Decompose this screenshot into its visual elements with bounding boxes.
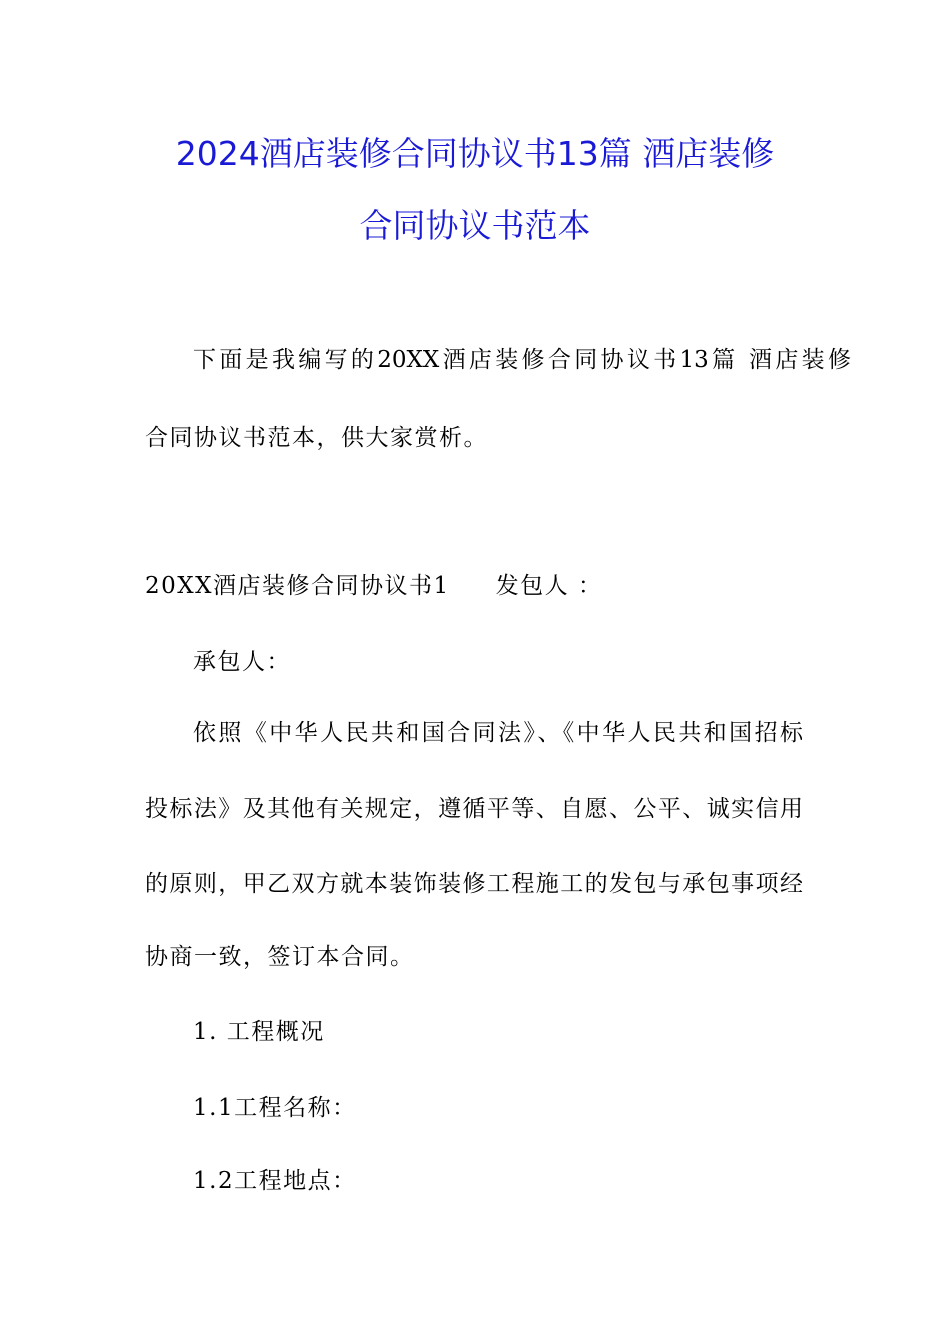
basis-line-1: 依照《中华人民共和国合同法》、《中华人民共和国招标 bbox=[193, 720, 803, 746]
intro-line-2: 合同协议书范本，供大家赏析。 bbox=[145, 425, 488, 451]
basis-line-3: 的原则，甲乙双方就本装饰装修工程施工的发包与承包事项经 bbox=[145, 871, 803, 897]
intro-line-1: 下面是我编写的20XX酒店装修合同协议书13篇 酒店装修 bbox=[193, 347, 851, 373]
basis-line-4: 协商一致，签订本合同。 bbox=[145, 944, 415, 970]
basis-line-2: 投标法》及其他有关规定，遵循平等、自愿、公平、诚实信用 bbox=[145, 796, 803, 822]
document-title-line-1: 2024酒店装修合同协议书13篇 酒店装修 bbox=[175, 134, 775, 173]
section-heading-row bbox=[145, 571, 602, 601]
clause-1-2: 1.2工程地点： bbox=[193, 1168, 357, 1194]
party-a-label: 发包人 ： bbox=[495, 573, 603, 599]
document-title-line-2: 合同协议书范本 bbox=[359, 206, 591, 245]
clause-1-1: 1.1工程名称： bbox=[193, 1095, 357, 1121]
contractor-label: 承包人： bbox=[193, 649, 291, 675]
section-heading: 20XX酒店装修合同协议书1 bbox=[145, 573, 450, 599]
clause-1-heading: 1. 工程概况 bbox=[193, 1019, 325, 1045]
